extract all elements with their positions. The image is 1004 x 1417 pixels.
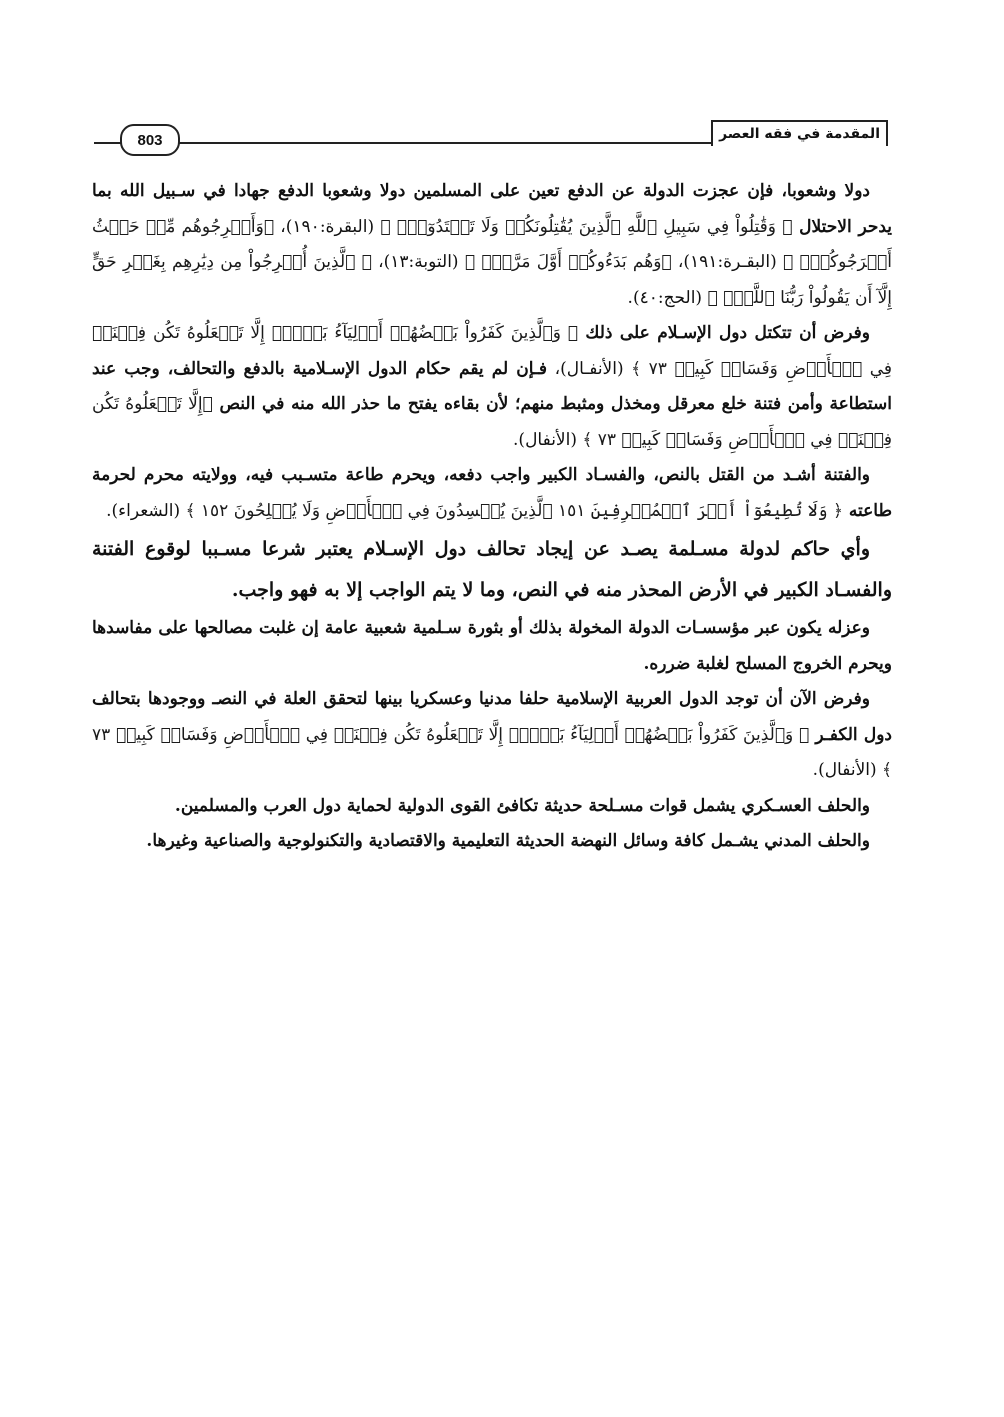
paragraph [92,824,892,860]
page-header [94,120,888,150]
paragraph-text: والحلف المدني يشـمل كافة وسائل النهضة الحديثة التعليمية والاقتصادية والتكنولوجية والصناعية وغيرها. [146,831,870,851]
quran-verse: ﴿ وَقَٰتِلُواْ فِي سَبِيلِ ٱللَّهِ ٱلَّذِينَ يُقَٰتِلُونَكُمۡ وَلَا تَعۡتَدُوٓاْۚ ﴾ [380,216,793,237]
paragraph-text: وفرض الآن أن توجد الدول العربية الإسلامية حلفا مدنيا وعسكريا بينها لتحقق العلة في النصـ ووجودها بتحالف دول الكفـر [92,689,892,745]
verse-reference: (الأنفال). [812,760,883,780]
verse-reference: (الشعراء). [106,500,186,521]
verse-reference: (البقـرة:١٩١)، [671,252,783,272]
paragraph-text: وعزله يكون عبر مؤسسـات الدولة المخولة بذلك أو بثورة سـلمية شعبية عامة إن غلبت مصالحها على مفاسدها ويحرم الخروج المسلح لغلبة ضرره. [92,618,892,674]
paragraph-text: وأي حاكم لدولة مسـلمة يصـد عن إيجاد تحالف دول الإسـلام يعتبر شرعا مسـببا لوقوع الفتنة والفسـاد الكبير في الأرض المحذر منه في النص، وما لا يتم الواجب إلا به فهو واجب. [92,538,892,601]
paragraph-text: فـإن لم يقم حكام الدول الإسـلامية بالدفع والتحالف، وجب عند استطاعة وأمن فتنة خلع معرقل ومخذل ومثبط منهم؛ لأن بقاءه يفتح ما حذر الله منه في النص [92,358,892,414]
paragraph-text: وفرض أن تتكتل دول الإسـلام على ذلك [578,323,870,343]
verse-reference: (الأنفـال)، [547,358,632,379]
quran-verse: ﴿إِلَّا تَفۡعَلُوهُ تَكُن فِتۡنَةٞ فِي ٱلۡأَرۡضِ وَفَسَادٞ كَبِيرٞ ٧٣ ﴾ [92,394,892,450]
paragraph [92,789,892,825]
paragraph [92,529,892,611]
quran-verse: ﴿وَأَخۡرِجُوهُم مِّنۡ حَيۡثُ أَخۡرَجُوكُمۡۚ ﴾ [92,216,892,272]
quran-verse: ﴿ وَلَا تُطِيعُوٓاْ أَمۡرَ ٱلۡمُسۡرِفِينَ ١٥١ ٱلَّذِينَ يُفۡسِدُونَ فِي ٱلۡأَرۡضِ وَلَا يُصۡلِحُونَ ١٥٢ ﴾ [185,500,843,521]
paragraph [92,458,892,529]
verse-reference: (التوبة:١٣)، [371,252,465,272]
book-title: المقدمة في فقه العصر [711,120,888,146]
paragraph-text: والحلف العسـكري يشمل قوات مسـلحة حديثة تكافئ القوى الدولية لحماية دول العرب والمسلمين. [174,795,870,816]
page-number: 803 [120,124,180,156]
quran-verse: ﴿ ٱلَّذِينَ أُخۡرِجُواْ مِن دِيَٰرِهِم بِغَيۡرِ حَقٍّ إِلَّآ أَن يَقُولُواْ رَبُّنَا ٱللَّهُۗ ﴾ [92,252,892,308]
paragraph-text: دولا وشعوبا، فإن عجزت الدولة عن الدفع تعين على المسلمين دولا وشعوبا الدفع جهادا في سـبيل الله بما يدحر الاحتلال [92,181,892,237]
paragraph [92,174,892,316]
page-body [92,174,892,1314]
verse-reference: (الحج:٤٠). [627,287,708,308]
paragraph-text: والفتنة أشـد من القتل بالنص، والفسـاد الكبير واجب دفعه، ويحرم طاعة متسـبب فيه، وولايته محرم لحرمة طاعته [92,465,892,521]
quran-verse: ﴿وَهُم بَدَءُوكُمۡ أَوَّلَ مَرَّةٍۚ ﴾ [464,252,672,272]
paragraph [92,316,892,458]
quran-verse: ﴿ وَٱلَّذِينَ كَفَرُواْ بَعۡضُهُمۡ أَوۡلِيَآءُ بَعۡضٍۚ إِلَّا تَفۡعَلُوهُ تَكُن فِتۡنَةٞ فِي ٱلۡأَرۡضِ وَفَسَادٞ كَبِيرٞ ٧٣ ﴾ [92,323,892,379]
verse-reference: (البقرة:١٩٠)، [274,216,381,237]
paragraph [92,611,892,682]
quran-verse: ﴿ وَٱلَّذِينَ كَفَرُواْ بَعۡضُهُمۡ أَوۡلِيَآءُ بَعۡضٍۚ إِلَّا تَفۡعَلُوهُ تَكُن فِتۡنَةٞ فِي ٱلۡأَرۡضِ وَفَسَادٞ كَبِيرٞ ٧٣ ﴾ [92,724,892,780]
verse-reference: (الأنفال). [513,429,583,450]
paragraph [92,682,892,789]
